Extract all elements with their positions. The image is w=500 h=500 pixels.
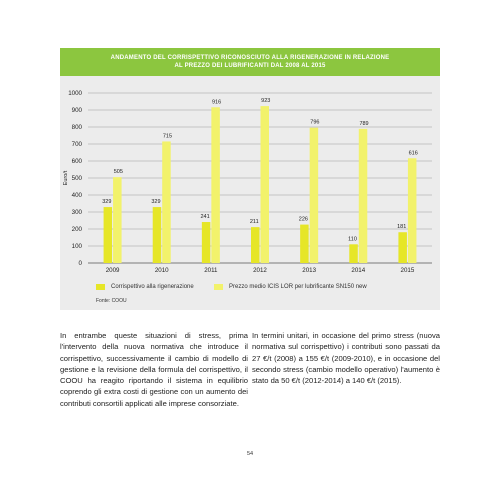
data-label: 329 [102,199,112,206]
data-label: 110 [348,236,357,243]
data-label: 241 [200,214,210,221]
x-tick-label: 2013 [302,267,317,274]
bar-corrispettivo [398,232,407,263]
bar-corrispettivo [104,207,113,263]
legend-swatch-prezzo [214,284,223,290]
legend-item-prezzo [214,284,367,290]
data-label: 789 [359,120,369,127]
bar-prezzo [408,158,417,263]
bar-corrispettivo [153,207,162,263]
data-label: 226 [298,216,308,223]
y-tick-label: 200 [71,226,82,233]
page-number: 54 [246,451,254,457]
y-tick-label: 500 [71,175,82,182]
bar-corrispettivo [349,244,358,263]
bar-prezzo [162,141,171,263]
y-tick-label: 600 [71,158,82,165]
x-tick-label: 2015 [400,267,415,274]
bar-prezzo [261,106,270,263]
y-tick-label: 300 [71,209,82,216]
data-label: 916 [212,99,222,106]
x-tick-label: 2012 [253,267,267,274]
bar-corrispettivo [202,222,211,263]
bar-corrispettivo [251,227,260,263]
x-tick-label: 2009 [105,267,120,274]
y-axis-label: Euro/t [63,170,69,186]
legend-label-corrispettivo: Corrispettivo alla rigenerazione [111,284,194,290]
y-tick-label: 1000 [68,90,82,97]
bar-prezzo [359,129,368,263]
bar-corrispettivo [300,225,309,263]
data-label: 181 [397,224,407,231]
data-label: 329 [151,199,161,206]
data-label: 505 [113,169,123,176]
chart-title-line-2: AL PREZZO DEI LUBRIFICANTI DAL 2008 AL 2015 [174,63,326,69]
y-tick-label: 400 [71,192,82,199]
y-tick-label: 800 [71,124,82,131]
data-label: 796 [310,119,320,126]
x-tick-label: 2014 [351,267,366,274]
x-tick-label: 2011 [204,267,218,274]
data-label: 715 [162,133,173,140]
chart-source: Fonte: COOU [96,298,127,304]
y-tick-label: 100 [71,243,82,250]
bar-prezzo [310,128,319,263]
chart-title-line-1: ANDAMENTO DEL CORRISPETTIVO RICONOSCIUTO ALLA RIGENERAZIONE IN RELAZIONE [110,55,390,61]
x-tick-label: 2010 [154,267,169,274]
data-label: 616 [408,150,418,157]
paragraph-left: In entrambe queste situazioni di stress, prima l'intervento della nuova normativa che introduce il corrispettivo, successivamente il cambio di modello di gestione e la revisione della formula del corrispettivo, il COOU ha reagito riportando il sistema in equilibrio coprendo gli extra costi di gestione con un aumento dei contributi consortili applicati alle imprese consorziate. [60,331,248,408]
bar-chart [60,48,440,310]
bar-prezzo [211,107,220,263]
chart-title [60,48,440,76]
legend-label-prezzo: Prezzo medio ICIS LOR per lubrificante SN150 new [229,284,367,290]
paragraph-right: In termini unitari, in occasione del primo stress (nuova normativa sul corrispettivo) i contributi sono passati da 27 €/t (2008) a 155 €/t (2009-2010), e in occasione del secondo stress (cambio modello operativo) l'aumento è stato da 50 €/t (2012-2014) a 140 €/t (2015). [252,331,440,386]
legend-swatch-corrispettivo [96,284,105,290]
legend-item-corrispettivo [96,284,194,290]
bar-prezzo [113,177,122,263]
data-label: 211 [249,219,259,226]
chart-panel [60,48,440,310]
y-tick-label: 0 [78,260,82,267]
y-tick-label: 900 [71,107,82,114]
y-tick-label: 700 [71,141,82,148]
data-label: 923 [261,98,271,105]
